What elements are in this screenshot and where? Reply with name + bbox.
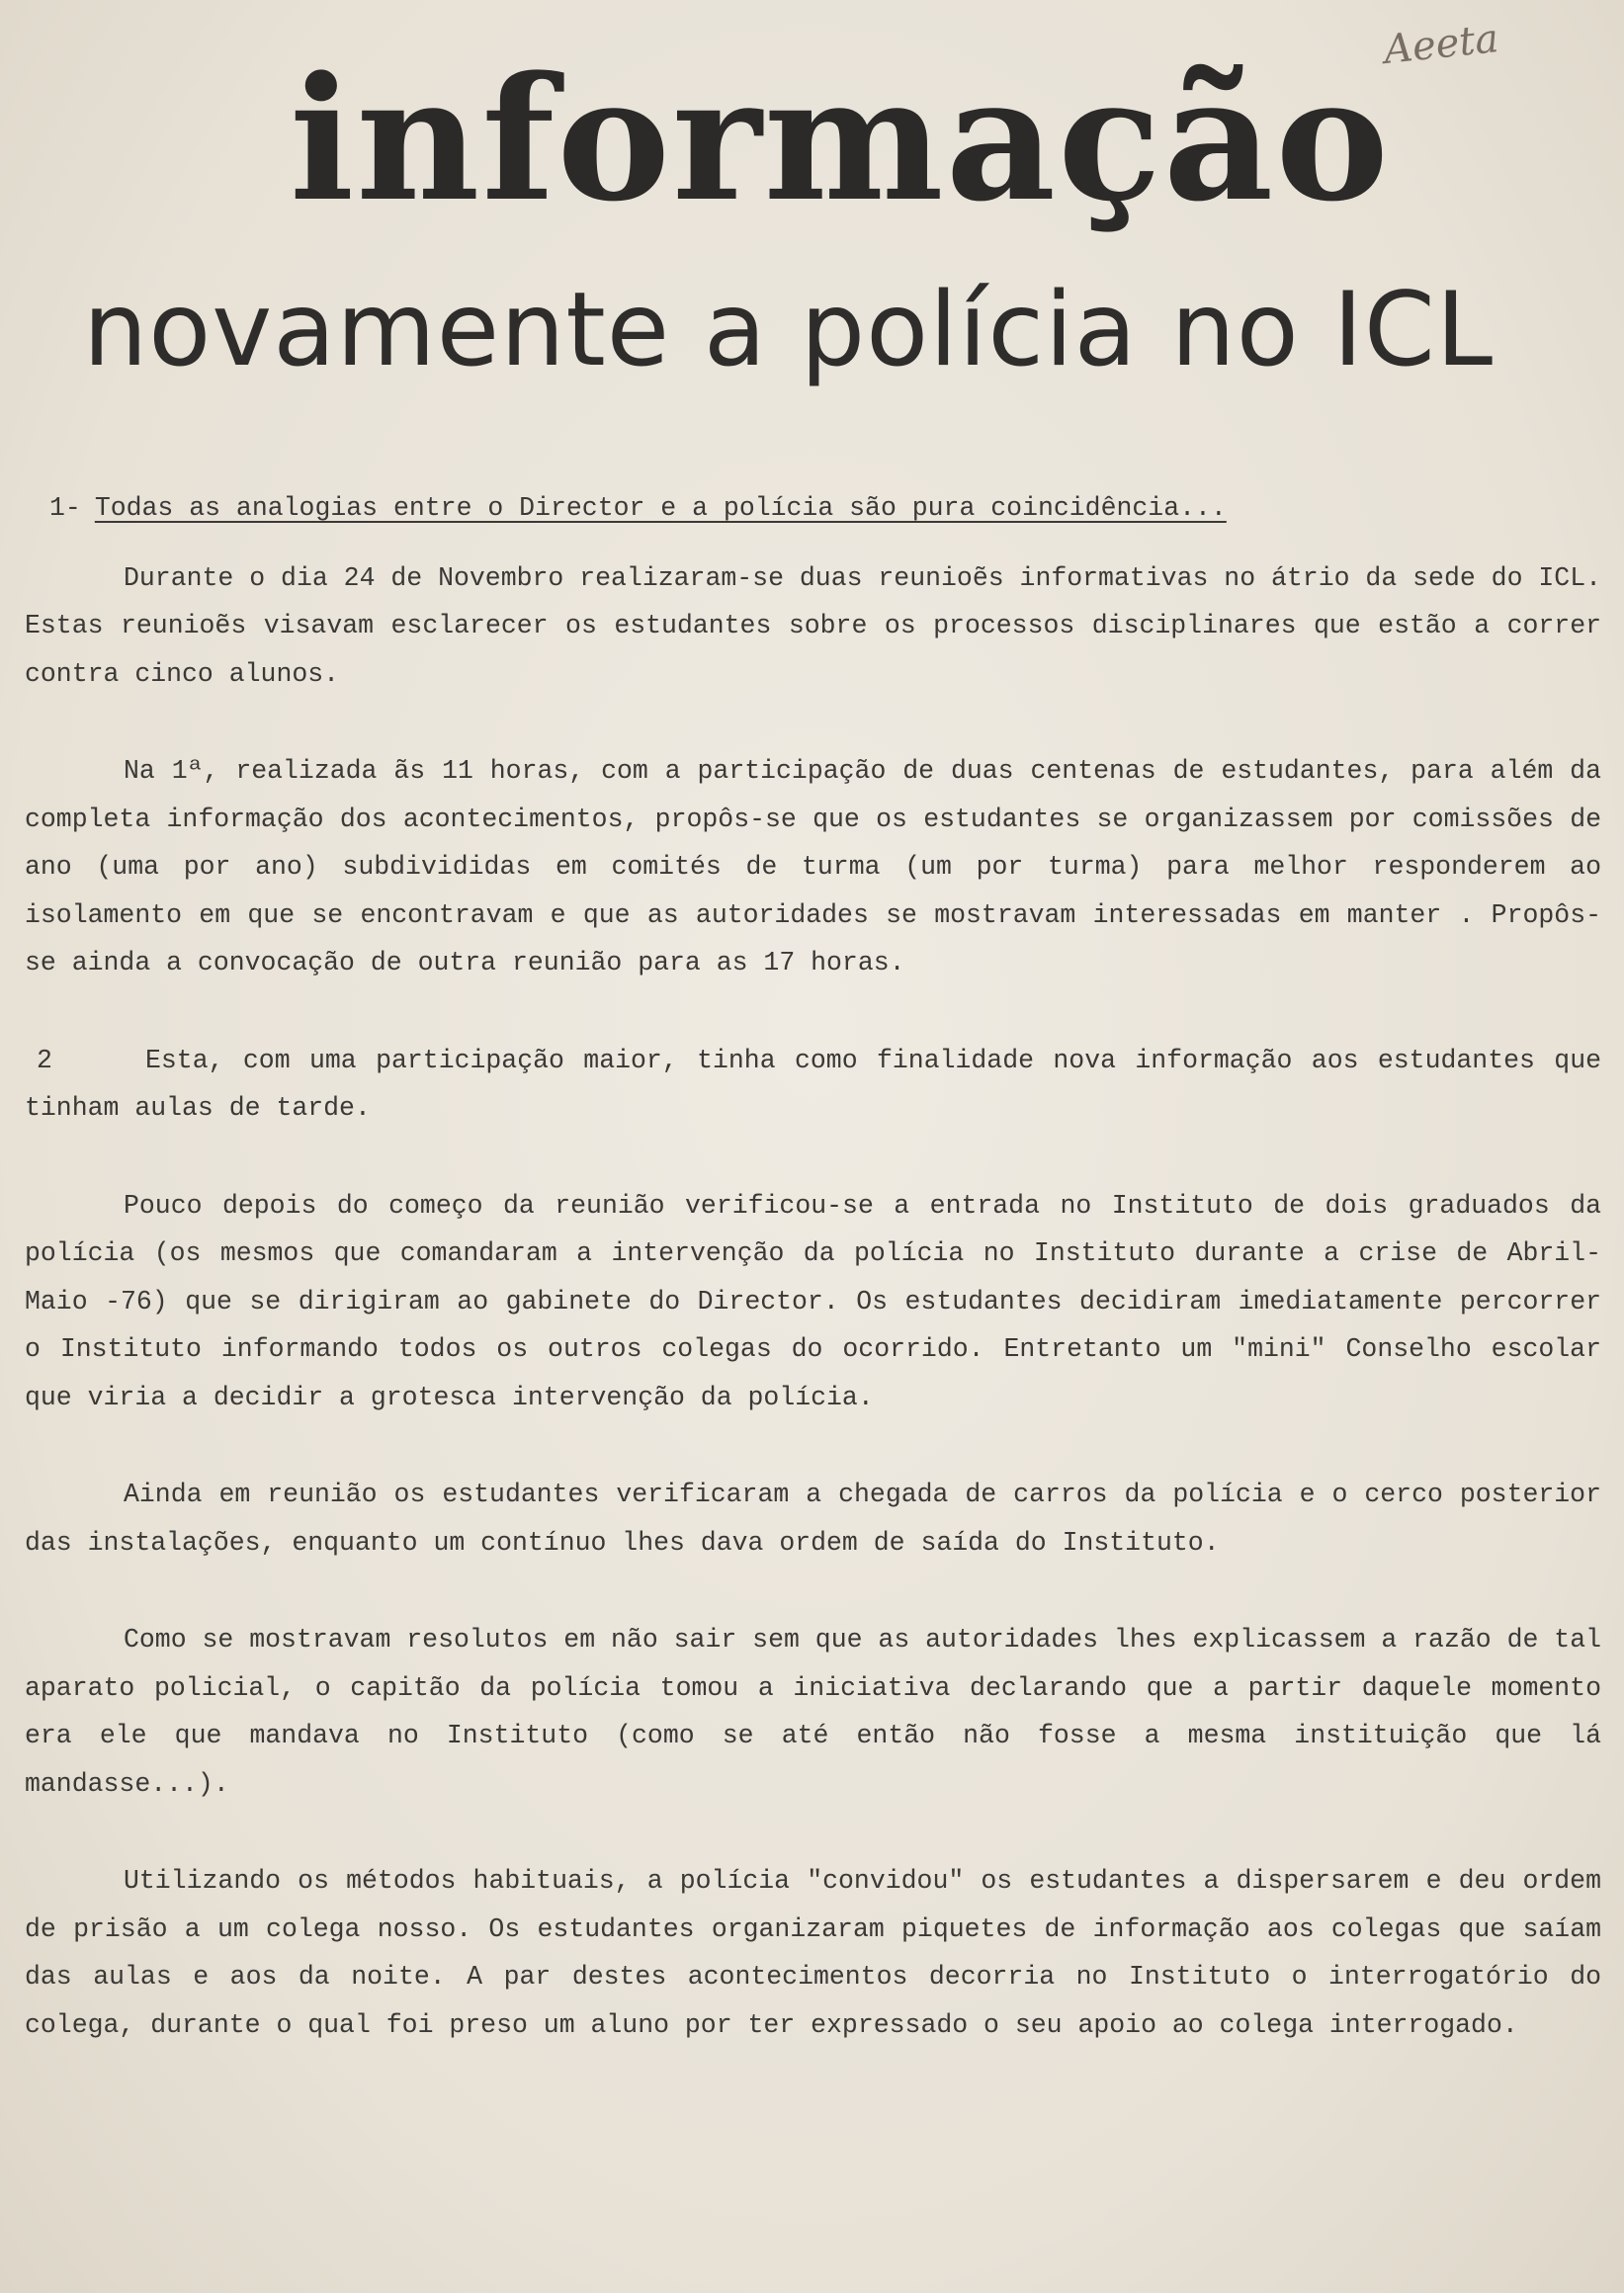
paragraph: Utilizando os métodos habituais, a polícia "convidou" os estudantes a dispersarem e deu ordem de prisão a um colega nosso. Os estudantes organizaram piquetes de informação aos colegas que saíam das aulas e aos da noite. A par destes acontecimentos decorria no Instituto o interrogatório do colega, durante o qual foi preso um aluno por ter expressado o seu apoio ao colega interrogado. [25, 1866, 1601, 2040]
handwritten-annotation: Aeeta [1381, 16, 1501, 73]
section-number: 1- [49, 493, 81, 523]
paragraph: Como se mostravam resolutos em não sair sem que as autoridades lhes explicassem a razão de tal aparato policial, o capitão da polícia tomou a iniciativa declarando que a partir daquele momento era ele que mandava no Instituto (como se até então não fosse a mesma instituição que lá mandasse...). [25, 1625, 1601, 1799]
section-heading-text: Todas as analogias entre o Director e a polícia são pura coincidência... [94, 493, 1227, 523]
subtitle: novamente a polícia no ICL [83, 271, 1495, 389]
paragraph: 2 Esta, com uma participação maior, tinha como finalidade nova informação aos estudantes que tinham aulas de tarde. [25, 1037, 1601, 1133]
paragraph: Ainda em reunião os estudantes verificaram a chegada de carros da polícia e o cerco posterior das instalações, enquanto um contínuo lhes dava ordem de saída do Instituto. [25, 1480, 1601, 1558]
paragraph: Na 1ª, realizada ãs 11 horas, com a participação de duas centenas de estudantes, para além da completa informação dos acontecimentos, propôs-se que os estudantes se organizassem por comissões de ano (uma por ano) subdivididas em comités de turma (um por turma) para melhor responderem ao isolamento em que se encontravam e que as autoridades se mostravam interessadas em manter . Propôs-se ainda a convocação de outra reunião para as 17 horas. [25, 756, 1601, 977]
section-heading [49, 484, 1601, 533]
masthead-title: informação [289, 39, 1392, 239]
paragraph: Durante o dia 24 de Novembro realizaram-se duas reunioẽs informativas no átrio da sede do ICL. Estas reunioẽs visavam esclarecer os estudantes sobre os processos disciplinares que estão a correr contra cinco alunos. [25, 562, 1601, 689]
paragraph: Pouco depois do começo da reunião verificou-se a entrada no Instituto de dois graduados da polícia (os mesmos que comandaram a intervenção da polícia no Instituto durante a crise de Abril-Maio -76) que se dirigiram ao gabinete do Director. Os estudantes decidiram imediatamente percorrer o Instituto informando todos os outros colegas do ocorrido. Entretanto um "mini" Conselho escolar que viria a decidir a grotesca intervenção da polícia. [25, 1190, 1601, 1412]
document-body [25, 484, 1601, 2049]
paragraph-number: 2 [37, 1045, 52, 1075]
